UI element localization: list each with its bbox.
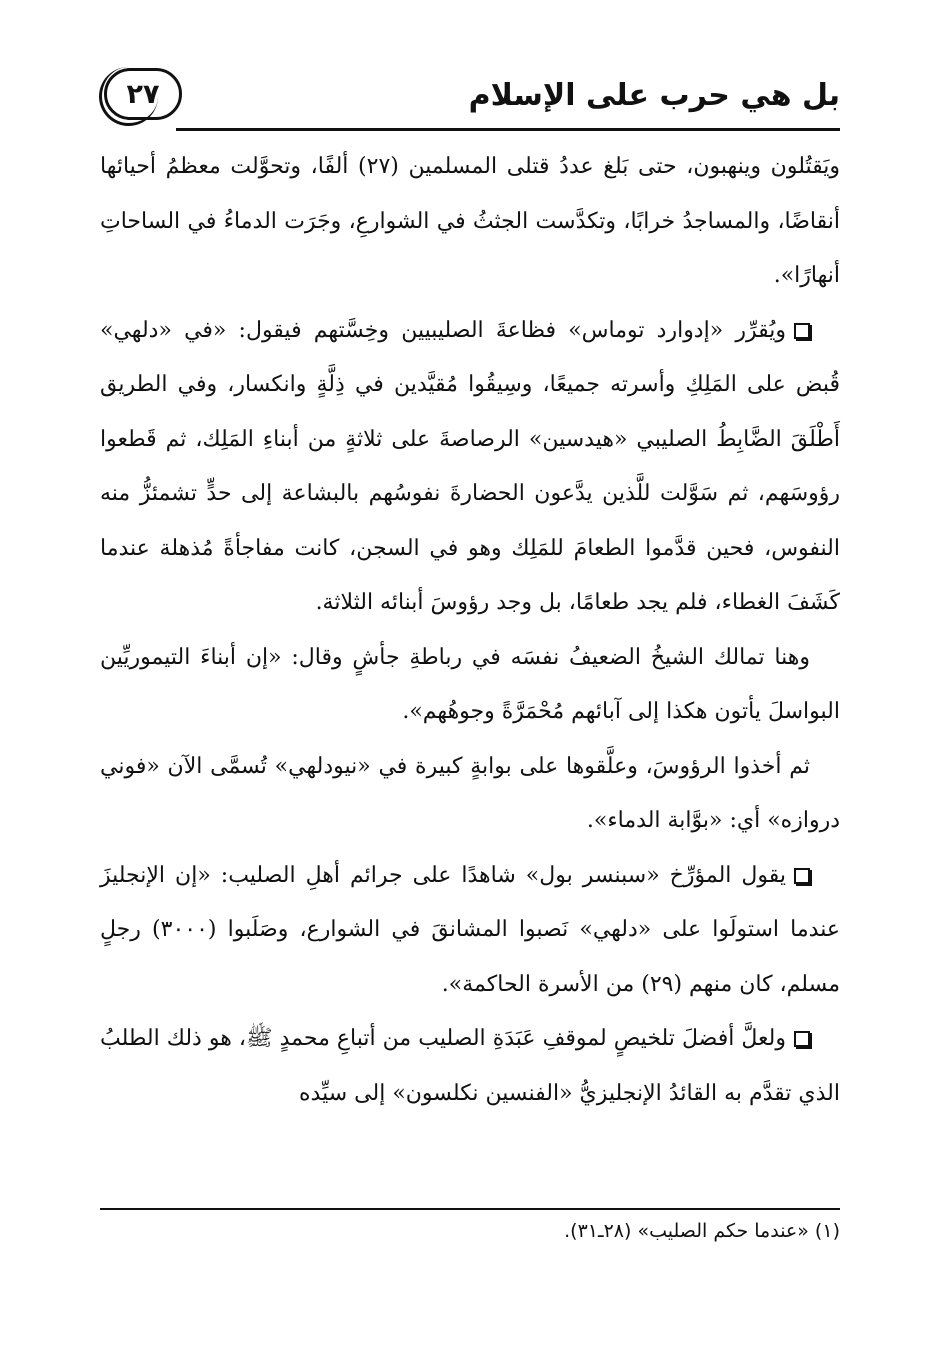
running-title: بل هي حرب على الإسلام xyxy=(468,78,840,113)
square-bullet-icon xyxy=(794,1031,810,1047)
page-header xyxy=(100,68,840,138)
paragraph-text: وهنا تمالك الشيخُ الضعيفُ نفسَه في رباطةِ جأشٍ وقال: «إن أبناءَ التيموريِّين البواسلَ يأتون هكذا إلى آبائهم مُحْمَرَّةً وجوهُهم». xyxy=(100,644,840,724)
page-number: ٢٧ xyxy=(126,78,160,110)
square-bullet-icon xyxy=(794,868,810,884)
header-rule xyxy=(176,128,840,131)
paragraph-4 xyxy=(100,740,840,849)
paragraph-2 xyxy=(100,304,840,631)
paragraph-text: ثم أخذوا الرؤوسَ، وعلَّقوها على بوابةٍ كبيرة في «نيودلهي» تُسمَّى الآن «فوني دروازه» أي: «بوَّابة الدماء». xyxy=(100,753,840,833)
paragraph-text: ولعلَّ أفضلَ تلخيصٍ لموقفِ عَبَدَةِ الصليب من أتباعِ محمدٍ ﷺ، هو ذلك الطلبُ الذي تقدَّم به القائدُ الإنجليزيُّ «الفنسين نكلسون» إلى سيِّده xyxy=(100,1026,840,1106)
square-bullet-icon xyxy=(794,323,810,339)
footnote-rule xyxy=(100,1208,840,1210)
paragraph-3 xyxy=(100,631,840,740)
footnote: (١) «عندما حكم الصليب» (٢٨ـ٣١). xyxy=(564,1220,840,1242)
paragraph-1 xyxy=(100,140,840,304)
page-number-badge xyxy=(104,68,182,120)
main-text xyxy=(100,140,840,1121)
paragraph-text: ويَقتُلون وينهبون، حتى بَلغ عددُ قتلى المسلمين (٢٧) ألفًا، وتحوَّلت معظمُ أحيائها أنقاضًا، والمساجدُ خرابًا، وتكدَّست الجثثُ في الشوارعِ، وجَرَت الدماءُ في الساحاتِ أنهارًا». xyxy=(100,154,840,288)
paragraph-text: يقول المؤرِّخ «سبنسر بول» شاهدًا على جرائم أهلِ الصليب: «إن الإنجليزَ عندما استولَوا على «دلهي» نَصبوا المشانقَ في الشوارع، وصَلَبوا (٣٠٠٠) رجلٍ مسلم، كان منهم (٢٩) من الأسرة الحاكمة». xyxy=(100,862,840,997)
paragraph-6 xyxy=(100,1012,840,1121)
paragraph-text: ويُقرِّر «إدوارد توماس» فظاعةَ الصليبيين وخِسَّتهم فيقول: «في «دلهي» قُبض على المَلِكِ وأسرته جميعًا، وسِيقُوا مُقيَّدين في ذِلَّةٍ وانكسار، وفي الطريق أَطْلَقَ الضَّابِطُ الصليبي «هيدسين» الرصاصةَ على ثلاثةٍ من أبناءِ المَلِك، ثم قَطعوا رؤوسَهم، ثم سَوَّلت للَّذين يدَّعون الحضارةَ نفوسُهم بالبشاعة إلى حدٍّ تشمئزُّ منه النفوس، فحين قدَّموا الطعامَ للمَلِك وهو في السجن، كانت مفاجأةً مُذهلة عندما كَشَفَ الغطاء، فلم يجد طعامًا، بل وجد رؤوسَ أبنائه الثلاثة. xyxy=(100,317,840,615)
paragraph-5 xyxy=(100,849,840,1013)
